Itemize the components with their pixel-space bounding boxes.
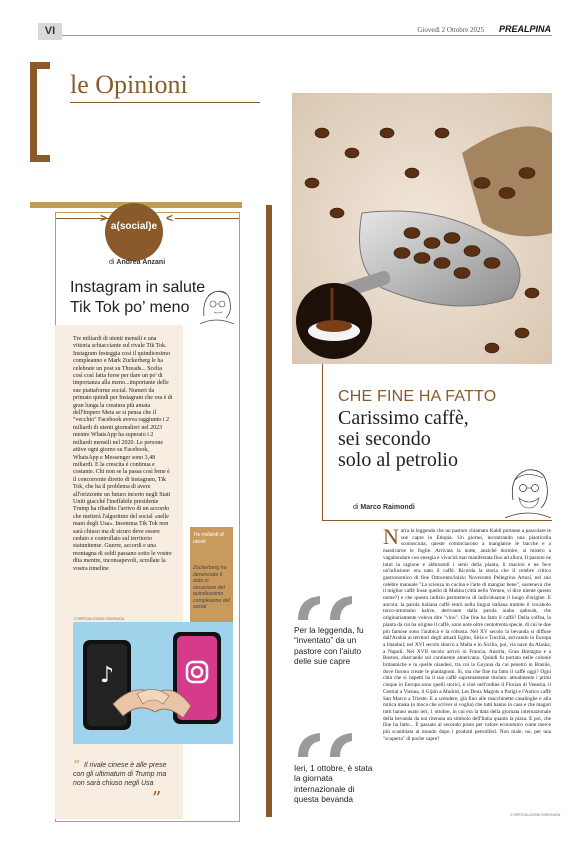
pull-quote-1-icon — [294, 592, 366, 622]
coffee-beans-photo — [292, 93, 552, 364]
svg-text:♪: ♪ — [99, 663, 115, 688]
left-byline-prefix: di — [109, 259, 115, 266]
section-bracket-top — [30, 62, 50, 69]
header-rule — [62, 35, 552, 36]
header-date: Giovedì 2 Ottobre 2025 — [417, 26, 484, 34]
right-headline-line-3: solo al petrolio — [338, 449, 458, 471]
left-pull-quote — [73, 761, 173, 788]
right-byline — [353, 504, 415, 511]
quote-close-icon — [152, 790, 166, 802]
right-pull-quote-2: Ieri, 1 ottobre, è stata la giornata internazionale di questa bevanda — [294, 763, 373, 805]
right-pull-quote-1: Per la leggenda, fu “inventato” da un pastore con l'aiuto delle sue capre — [294, 625, 364, 667]
right-headline-rule-bottom — [322, 520, 552, 521]
left-pull-quote-text: Il rivale cinese è alle prese con gli ultimatum di Trump ma non sarà chiuso negli Usa — [73, 762, 167, 787]
right-article-text: arra la leggenda che un pastore chiamato Kaldi portasse a pascolare le sue capre in Etiopia. Un giorno, incontrando una pianticella sconosciuta, queste cominciarono a mangiarne le bacche e a masticarne le foglie. Arrivata la notte, anziché dormire, si misero a vagabondare con energia e vivacità mai manifestata fino ad allora. Il pastore ne intuì la ragione e abbrustolì i semi della pianta, li macinò e ne fece un'infusione: era nato il caffè. Ricorda la storia che il celebre critico gastronomico di fine Ottocento/inizio Novecento Pellegrino Artusi, nel suo celebre manuale "La scienza in cucina e l'arte di mangiar bene", sosteneva che il miglior caffè fosse quello di Mokha (città nello Yemen, vi dice niente questo nome?) e che questo indizio permetteva di individuarne il luogo d'origine. E ancora: la parola italiana caffè entrò nella lingua italiana tramite il vocabolo turco-ottomano kahve, derivante dalla parola araba qahwah, che originariamente voleva dire "vino". Che fine ha fatto il caffè? Della coffea, la pianta da cui ha origine il caffè, sono note oltre centotrenta specie, di cui le due più famose sono l'arabica e la robusta. Nel XV secolo la bevanda si diffuse dall'Arabia ai territori degli attuali Egitto, Siria e Turchia, arrivando in Europa a Istanbul; nel XVI secolo sbarcò a Malta e in Sicilia, poi, via nave da Alaska, a Napoli. Nel XVII secolo arrivò in Francia, Austria, Gran Bretagna e a Boston, sbarcando sul continente americano. Quindi fu portato nelle colonie britanniche e in quelle olandesi, tra cui la Guyana da cui penetrò in Brasile, dove furono create le piantagioni. Sì, ma che fine ha fatto il caffè oggi? Ogni città che si rispetti ha il suo caffè supremamente titolato: attualmente i primi cinque in Europa sono quelli storici, e cioè nell'ordine il Florian di Venezia, il Central a Vienna, il Gijón a Madrid, Les Deux Magots a Parigi e l'Antico caffè San Marco a Trieste. E a scendere, già fino alle macchinette casalinghe e alla mitica moka (o moca che scriver si voglia) che tutti hanno in casa e che magari tutti hanno usato ieri, 1 ottobre, in cui era la data della giornata internazionale della bevanda da noi ritenuta un simbolo dell'Italia quanto la pizza. E poi, che fine ha fatto... È passato al secondo posto per valore economico come merce più scambiata al mondo dopo i prodotti petroliferi. Non male, no, per una "scoperta" di poche capre? — [383, 528, 552, 742]
section-title: le Opinioni — [70, 70, 188, 99]
header-brand: PREALPINA — [498, 24, 551, 34]
right-kicker: CHE FINE HA FATTO — [338, 388, 497, 405]
left-copyright: © RIPRODUZIONE RISERVATA — [74, 617, 125, 621]
badge-chevron-right: < — [166, 211, 174, 225]
right-article-body — [383, 524, 552, 743]
section-bracket-bottom — [30, 155, 50, 162]
right-byline-prefix: di — [353, 504, 359, 511]
left-author: Andrea Anzani — [116, 259, 166, 266]
pull-quote-2-icon — [294, 729, 366, 759]
section-title-rule — [70, 102, 260, 103]
left-byline — [109, 259, 165, 266]
author-sketch-portrait — [196, 282, 236, 324]
tiktok-vs-instagram-illustration — [73, 622, 233, 744]
right-headline-line-2: sei secondo — [338, 428, 431, 450]
right-author: Marco Raimondi — [360, 504, 415, 511]
badge-rule-right — [175, 218, 239, 219]
author-sketch-portrait-right — [503, 460, 553, 518]
left-sidebar-note: Zuckerberg ha denunciato il dato in occasione del quindicesimo compleanno del social — [193, 565, 230, 610]
right-headline-rule-vertical — [322, 364, 323, 520]
svg-text:”: ” — [152, 790, 162, 802]
right-headline — [338, 408, 508, 471]
left-headline — [70, 278, 210, 318]
page-number: VI — [38, 23, 62, 40]
badge-chevron-left: > — [100, 211, 108, 225]
column-divider — [266, 205, 272, 817]
column-badge: a(social)e — [105, 203, 163, 261]
right-dropcap: N — [383, 524, 399, 549]
left-article-body: Tre miliardi di utenti mensili e una vittoria schiacciante sul rivale Tik Tok. Instagram festeggia così il quindicesimo compleanno e Mark Zuckerberg le ha celebrate un post su Threads... Scelta così così fatta forse per dare un po' di importanza alla meno...importante delle sue piattaforme social. Numeri da primato quindi per Instagram che ora è di gran lunga la creatura più amata dell'Impero Meta se si pensa che il "vecchio" Facebook aveva raggiunto i 2 miliardi di utenti giornalieri nel 2023 mentre WhatsApp ha superato i 2 miliardi mensili nel 2020. Le persone attive ogni giorno su Facebook, WhatsApp e Messenger sono 3,48 miliardi. E la crescita è continua e costante. Chi non se la passa così bene è il concorrente diretto di Instagram, Tik Tok, che ha il problema di avere all'orizzonte un futuro incerto negli Stati Uniti giacché l'ineffabile presidente Trump ha ribadito l'arrivo di un accordo che metterà l'algoritmo del social «nelle mani degli Usa». Insomma Tik Tok non sarà chiuso ma di sicuro deve essere ceduto e controllato sul territorio statunitense. Guerre, accordi e una montagna di soldi passano sotto le vostre dita mentre, inconsapevoli, scrollate la vostra timeline — [73, 336, 173, 572]
svg-text:“: “ — [73, 760, 81, 770]
left-headline-line-1: Instagram in salute — [70, 279, 206, 296]
section-bracket — [30, 62, 37, 162]
left-sidebar-stat: Tre miliardi di utenti — [193, 532, 224, 545]
right-headline-line-1: Carissimo caffè, — [338, 407, 469, 429]
right-copyright: © RIPRODUZIONE RISERVATA — [510, 813, 561, 817]
left-headline-line-2: Tik Tok po’ meno — [70, 299, 190, 316]
